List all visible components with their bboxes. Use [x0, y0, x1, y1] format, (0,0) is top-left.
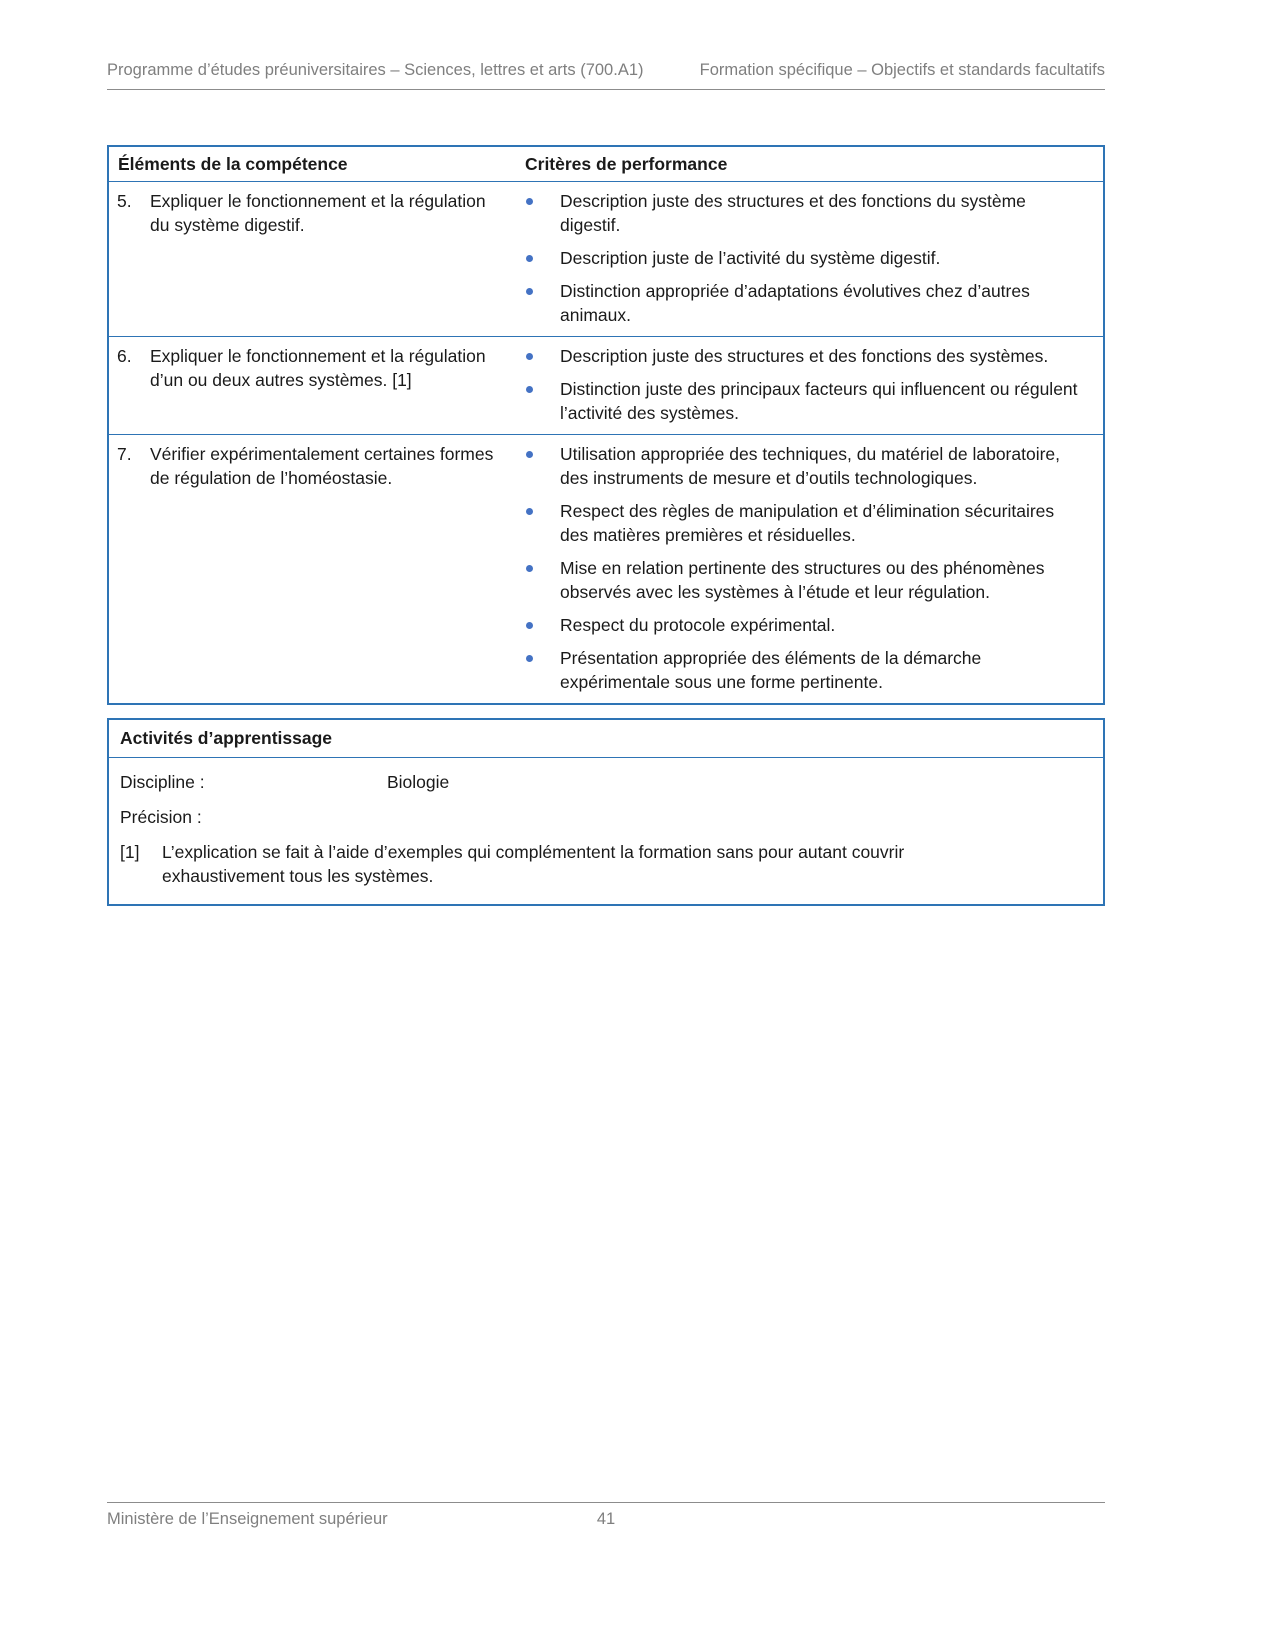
competence-table: [107, 145, 1105, 705]
criteria-item: [519, 344, 1079, 368]
criteria-text: Distinction appropriée d’adaptations évolutives chez d’autres animaux.: [560, 281, 1030, 325]
criteria-text: Description juste de l’activité du système digestif.: [560, 248, 941, 268]
footnote-text: L’explication se fait à l’aide d’exemples qui complémentent la formation sans pour autant couvrir exhaustivement tous les systèmes.: [162, 842, 905, 886]
row-number: 7.: [117, 444, 132, 464]
header-left-text: Programme d’études préuniversitaires – Sciences, lettres et arts (700.A1): [107, 61, 644, 79]
criteria-item: [519, 279, 1079, 327]
element-text: Expliquer le fonctionnement et la régulation d’un ou deux autres systèmes. [1]: [150, 346, 486, 390]
bullet-icon: [526, 451, 533, 458]
criteria-text: Utilisation appropriée des techniques, du matériel de laboratoire, des instruments de mesure et d’outils technologiques.: [560, 444, 1061, 488]
table-row: [109, 182, 1103, 337]
learning-activities-box: [107, 718, 1105, 906]
criteria-item: [519, 442, 1079, 490]
bullet-icon: [526, 353, 533, 360]
criteria-item: [519, 556, 1079, 604]
criteria-cell: [519, 435, 1103, 703]
row-number: 6.: [117, 346, 132, 366]
bullet-icon: [526, 255, 533, 262]
criteria-item: [519, 646, 1079, 694]
table-header-row: [109, 147, 1103, 182]
bullet-icon: [526, 655, 533, 662]
precision-label: Précision :: [120, 807, 202, 827]
page-content: [107, 0, 1105, 906]
page-number: 41: [596, 1510, 616, 1528]
element-cell: [109, 182, 519, 336]
activities-title: Activités d’apprentissage: [109, 720, 1103, 758]
bullet-icon: [526, 288, 533, 295]
element-text: Vérifier expérimentalement certaines formes de régulation de l’homéostasie.: [150, 444, 494, 488]
criteria-cell: [519, 337, 1103, 434]
header-right-text: Formation spécifique – Objectifs et standards facultatifs: [699, 61, 1105, 79]
discipline-label: Discipline :: [120, 772, 205, 792]
criteria-item: [519, 499, 1079, 547]
footnote-ref: [1]: [120, 842, 140, 862]
element-cell: [109, 337, 519, 434]
bullet-icon: [526, 622, 533, 629]
element-cell: [109, 435, 519, 703]
criteria-text: Mise en relation pertinente des structures ou des phénomènes observés avec les systèmes à l’étude et leur régulation.: [560, 558, 1045, 602]
element-text: Expliquer le fonctionnement et la régulation du système digestif.: [150, 191, 486, 235]
criteria-cell: [519, 182, 1103, 336]
footer-left-text: Ministère de l’Enseignement supérieur: [107, 1510, 388, 1528]
criteria-text: Description juste des structures et des fonctions des systèmes.: [560, 346, 1049, 366]
bullet-icon: [526, 198, 533, 205]
table-row: [109, 435, 1103, 703]
criteria-text: Respect du protocole expérimental.: [560, 615, 836, 635]
discipline-row: [120, 770, 1083, 794]
running-footer: [107, 1502, 1105, 1530]
discipline-value: Biologie: [387, 772, 450, 792]
criteria-item: [519, 189, 1079, 237]
bullet-icon: [526, 565, 533, 572]
bullet-icon: [526, 508, 533, 515]
column-header-criteres: Critères de performance: [525, 154, 728, 174]
criteria-item: [519, 613, 1079, 637]
footnote: [120, 840, 1083, 888]
column-header-elements: Éléments de la compétence: [118, 154, 348, 174]
criteria-text: Présentation appropriée des éléments de la démarche expérimentale sous une forme pertinente.: [560, 648, 982, 692]
criteria-item: [519, 246, 1079, 270]
row-number: 5.: [117, 191, 132, 211]
activities-body: [109, 758, 1103, 904]
criteria-text: Distinction juste des principaux facteurs qui influencent ou régulent l’activité des systèmes.: [560, 379, 1078, 423]
table-row: [109, 337, 1103, 435]
bullet-icon: [526, 386, 533, 393]
criteria-item: [519, 377, 1079, 425]
running-header: [107, 0, 1105, 90]
criteria-text: Respect des règles de manipulation et d’élimination sécuritaires des matières premières et résiduelles.: [560, 501, 1055, 545]
criteria-text: Description juste des structures et des fonctions du système digestif.: [560, 191, 1026, 235]
